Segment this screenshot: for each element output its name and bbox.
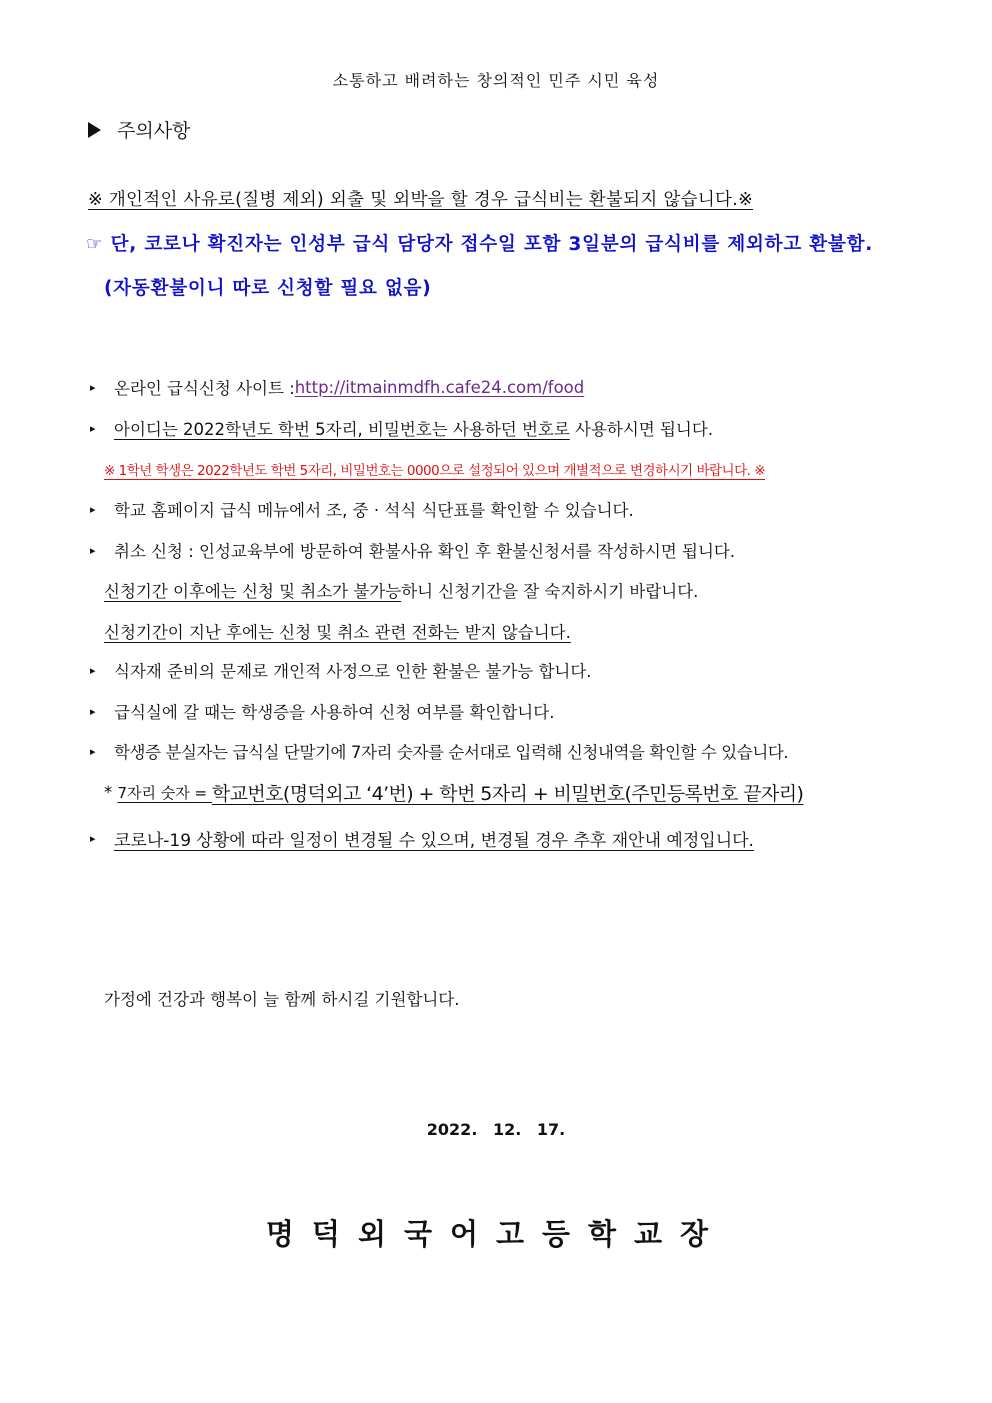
list-item-menu [90,497,634,521]
first-year-note: ※ 1학년 학생은 2022학년도 학번 5자리, 비밀번호는 0000으로 설정되어 있으며 개별적으로 변경하시기 바랍니다. ※ [104,463,766,479]
refund-warning: ※ 개인적인 사유로(질병 제외) 외출 및 외박을 할 경우 급식비는 환불되지 않습니다.※ [88,190,754,210]
period-underlined: 신청기간 이후에는 신청 및 취소가 불가능 [104,582,402,601]
list-item-id [90,416,713,440]
list-item-lost-card [90,739,788,763]
section-heading [88,116,190,143]
online-site-link[interactable]: http://itmainmdfh.cafe24.com/food [294,377,585,397]
period-rest: 하니 신청기간을 잘 숙지하시기 바랍니다. [401,582,699,601]
bullet-icon: ▸ [90,704,96,718]
auto-refund-note: (자동환불이니 따로 신청할 필요 없음) [104,278,432,299]
menu-text: 학교 홈페이지 급식 메뉴에서 조, 중 · 석식 식단표를 확인할 수 있습니다. [114,501,634,520]
bullet-icon: ▸ [90,380,96,394]
cancel-text: 취소 신청 : 인성교육부에 방문하여 환불사유 확인 후 환불신청서를 작성하시면 됩니다. [114,542,736,561]
triangle-bullet-icon [88,122,101,138]
bullet-icon: ▸ [90,744,96,758]
period-line-1 [104,578,698,602]
list-item-online-site [90,375,584,399]
bullet-icon: ▸ [90,832,96,845]
corona-text: 코로나-19 상황에 따라 일정이 변경될 수 있으며, 변경될 경우 추후 재안내 예정입니다. [114,831,754,851]
online-label: 온라인 급식신청 사이트 : [114,379,295,398]
cafeteria-text: 급식실에 갈 때는 학생증을 사용하여 신청 여부를 확인합니다. [114,703,555,722]
list-item-ingredient [90,658,592,682]
bullet-icon: ▸ [90,543,96,557]
lost-card-text: 학생증 분실자는 급식실 단말기에 7자리 숫자를 순서대로 입력해 신청내역을 확인할 수 있습니다. [114,743,789,762]
bullet-icon: ▸ [90,421,96,435]
period-line-2: 신청기간이 지난 후에는 신청 및 취소 관련 전화는 받지 않습니다. [104,623,571,642]
id-instruction-rest: 사용하시면 됩니다. [569,420,714,439]
school-motto: 소통하고 배려하는 창의적인 민주 시민 육성 [332,71,660,90]
bullet-icon: ▸ [90,502,96,516]
covid-refund-notice: ☞ 단, 코로나 확진자는 인성부 급식 담당자 접수일 포함 3일분의 급식비를 제외하고 환불함. [86,234,874,255]
bullet-icon: ▸ [90,663,96,677]
seven-digit-formula [104,779,803,806]
ingredient-text: 식자재 준비의 문제로 개인적 사정으로 인한 환불은 불가능 합니다. [114,662,592,681]
formula-label: 7자리 숫자 = [117,784,212,802]
closing-message: 가정에 건강과 행복이 늘 함께 하시길 기원합니다. [104,990,460,1009]
section-title: 주의사항 [117,120,191,142]
list-item-cafeteria [90,699,554,723]
id-instruction: 아이디는 2022학년도 학번 5자리, 비밀번호는 사용하던 번호로 [114,420,570,439]
list-item-cancel [90,538,735,562]
formula-prefix: * [104,783,118,802]
principal-signature: 명덕외국어고등학교장 [265,1217,727,1251]
list-item-corona [90,826,754,851]
formula-value: 학교번호(명덕외고 ‘4’번) + 학번 5자리 + 비밀번호(주민등록번호 끝자리) [211,783,804,805]
document-date: 2022. 12. 17. [426,1120,566,1139]
